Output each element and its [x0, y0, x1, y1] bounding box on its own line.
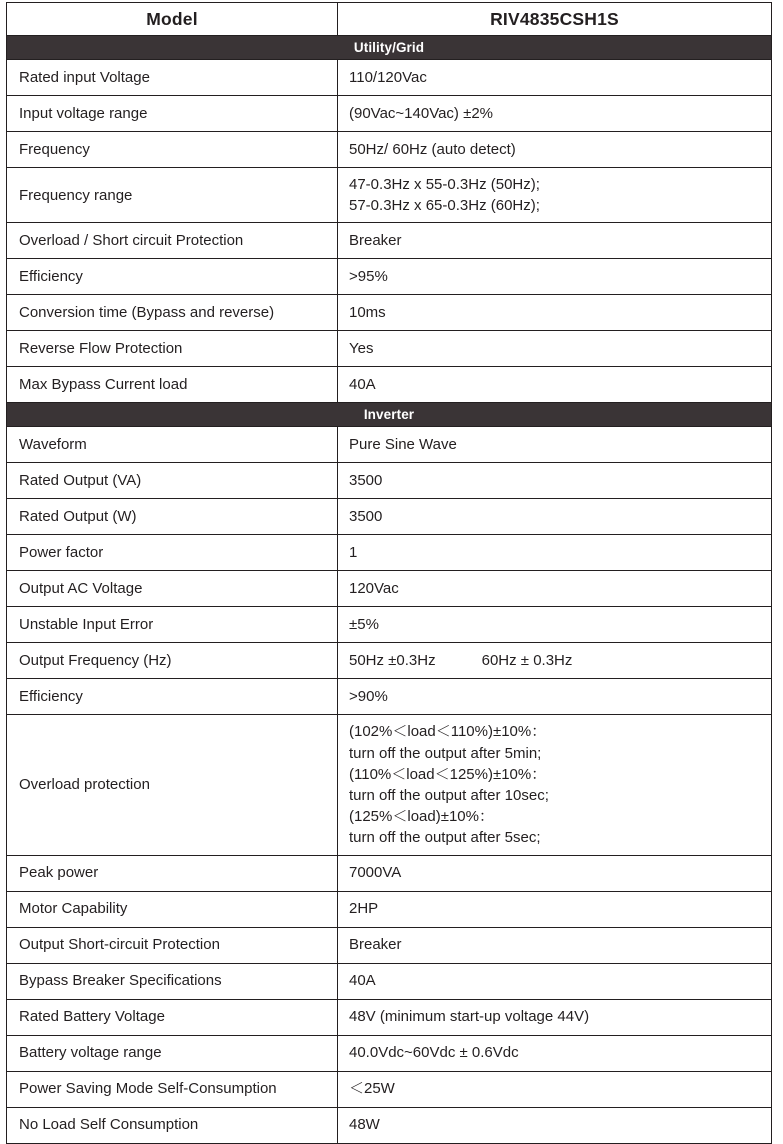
spec-value-line: 40A — [349, 376, 376, 394]
spec-value — [338, 331, 772, 367]
spec-value-line: 3500 — [349, 472, 383, 490]
spec-value-line: Breaker — [349, 232, 402, 250]
spec-value-line: (110%＜load＜125%)±10%： — [349, 765, 547, 783]
spec-value-line: Pure Sine Wave — [349, 436, 457, 454]
table-row — [7, 963, 772, 999]
spec-value-line: 40A — [349, 972, 376, 990]
table-row — [7, 1107, 772, 1143]
table-row — [7, 132, 772, 168]
spec-value-line: 47-0.3Hz x 55-0.3Hz (50Hz); — [349, 176, 540, 193]
table-row — [7, 499, 772, 535]
spec-value-line: 48W — [349, 1116, 380, 1134]
spec-label: Efficiency — [7, 679, 338, 715]
spec-value — [338, 132, 772, 168]
spec-label: Output Short-circuit Protection — [7, 927, 338, 963]
spec-value-line: (102%＜load＜110%)±10%： — [349, 723, 547, 741]
table-row — [7, 679, 772, 715]
spec-label: Power factor — [7, 535, 338, 571]
spec-value-line: 110/120Vac — [349, 68, 427, 86]
spec-label: Output Frequency (Hz) — [7, 643, 338, 679]
spec-label: Overload / Short circuit Protection — [7, 223, 338, 259]
spec-label: Max Bypass Current load — [7, 367, 338, 403]
table-row — [7, 855, 772, 891]
spec-value — [338, 715, 772, 855]
spec-value — [338, 927, 772, 963]
spec-value — [338, 463, 772, 499]
spec-value-line: ＜25W — [349, 1080, 395, 1098]
spec-label: Frequency range — [7, 168, 338, 223]
table-row — [7, 607, 772, 643]
table-row — [7, 295, 772, 331]
spec-value-line: 50Hz/ 60Hz (auto detect) — [349, 140, 516, 158]
specification-table — [6, 2, 772, 1144]
spec-label: Overload protection — [7, 715, 338, 855]
spec-value — [338, 60, 772, 96]
spec-value — [338, 679, 772, 715]
spec-value — [338, 499, 772, 535]
spec-value — [338, 427, 772, 463]
spec-label: Input voltage range — [7, 96, 338, 132]
table-row — [7, 1035, 772, 1071]
spec-value — [338, 891, 772, 927]
spec-label: Bypass Breaker Specifications — [7, 963, 338, 999]
spec-value-line: turn off the output after 5min; — [349, 744, 542, 762]
spec-label: Battery voltage range — [7, 1035, 338, 1071]
spec-value — [338, 1035, 772, 1071]
table-row — [7, 427, 772, 463]
spec-value-line: (125%＜load)±10%： — [349, 808, 494, 826]
table-row — [7, 463, 772, 499]
spec-label: Rated Output (VA) — [7, 463, 338, 499]
spec-value — [338, 643, 772, 679]
spec-value — [338, 571, 772, 607]
spec-label: Power Saving Mode Self-Consumption — [7, 1071, 338, 1107]
spec-value — [338, 855, 772, 891]
spec-label: Frequency — [7, 132, 338, 168]
table-row — [7, 96, 772, 132]
table-header-row — [7, 3, 772, 36]
table-row — [7, 259, 772, 295]
spec-label: No Load Self Consumption — [7, 1107, 338, 1143]
table-row — [7, 571, 772, 607]
table-row — [7, 891, 772, 927]
spec-value-line: 120Vac — [349, 580, 399, 598]
spec-value-segment: 60Hz ± 0.3Hz — [481, 652, 573, 670]
section-header-utility-grid — [7, 36, 772, 60]
spec-label: Efficiency — [7, 259, 338, 295]
spec-value — [338, 367, 772, 403]
spec-value-line: 2HP — [349, 900, 379, 918]
spec-value — [338, 607, 772, 643]
spec-value — [338, 999, 772, 1035]
spec-value — [338, 295, 772, 331]
spec-label: Rated Battery Voltage — [7, 999, 338, 1035]
spec-label: Conversion time (Bypass and reverse) — [7, 295, 338, 331]
spec-label: Rated input Voltage — [7, 60, 338, 96]
table-row — [7, 643, 772, 679]
spec-value-line: 40.0Vdc~60Vdc ± 0.6Vdc — [349, 1044, 519, 1062]
spec-value-line: >95% — [349, 268, 388, 286]
spec-value — [338, 535, 772, 571]
spec-label: Reverse Flow Protection — [7, 331, 338, 367]
spec-label: Motor Capability — [7, 891, 338, 927]
section-title: Utility/Grid — [7, 36, 772, 60]
spec-value — [338, 1107, 772, 1143]
spec-value-line: (90Vac~140Vac) ±2% — [349, 104, 494, 122]
table-row — [7, 535, 772, 571]
table-row — [7, 999, 772, 1035]
spec-label: Peak power — [7, 855, 338, 891]
spec-label: Rated Output (W) — [7, 499, 338, 535]
table-row — [7, 927, 772, 963]
spec-value-line: >90% — [349, 688, 388, 706]
spec-value — [338, 96, 772, 132]
spec-value-line: 1 — [349, 544, 358, 562]
spec-value-line: 7000VA — [349, 864, 402, 882]
spec-label: Unstable Input Error — [7, 607, 338, 643]
table-row — [7, 367, 772, 403]
spec-value-line: 10ms — [349, 304, 386, 322]
table-row — [7, 1071, 772, 1107]
specification-table-body — [7, 3, 772, 1144]
spec-value-line: 48V (minimum start-up voltage 44V) — [349, 1008, 590, 1026]
spec-value — [338, 259, 772, 295]
spec-value-line: Yes — [349, 340, 374, 358]
spec-value — [338, 1071, 772, 1107]
spec-value-line: 57-0.3Hz x 65-0.3Hz (60Hz); — [349, 197, 540, 215]
spec-value-line: turn off the output after 10sec; — [349, 786, 549, 804]
spec-value-segment: 50Hz ±0.3Hz — [349, 652, 436, 670]
header-model-number: RIV4835CSH1S — [338, 3, 772, 36]
spec-value-line: 3500 — [349, 508, 383, 526]
spec-value — [338, 223, 772, 259]
section-title: Inverter — [7, 403, 772, 427]
spec-label: Waveform — [7, 427, 338, 463]
spec-value — [338, 963, 772, 999]
spec-label: Output AC Voltage — [7, 571, 338, 607]
table-row — [7, 168, 772, 223]
spec-value-line: Breaker — [349, 936, 402, 954]
table-row — [7, 60, 772, 96]
table-row — [7, 331, 772, 367]
section-header-inverter — [7, 403, 772, 427]
spec-value — [338, 168, 772, 223]
spec-value-line: ±5% — [349, 616, 379, 634]
table-row — [7, 223, 772, 259]
header-label-column: Model — [7, 3, 338, 36]
spec-value-line: turn off the output after 5sec; — [349, 829, 541, 847]
table-row — [7, 715, 772, 855]
